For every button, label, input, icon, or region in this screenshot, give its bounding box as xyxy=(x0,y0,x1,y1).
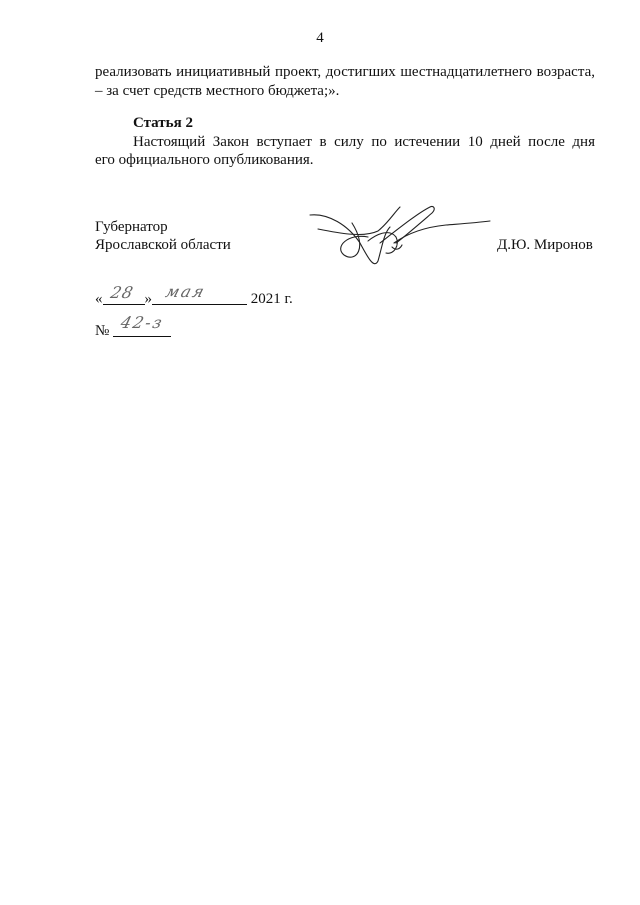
signatory-name: Д.Ю. Миронов xyxy=(497,237,593,253)
body-line-1: реализовать инициативный проект, достигших шестнадцатилетнего возраста, xyxy=(95,64,595,80)
handwritten-number: 42-з xyxy=(118,313,167,332)
handwritten-signature xyxy=(308,203,494,279)
number-field xyxy=(113,313,171,337)
article-line-2: его официального опубликования. xyxy=(95,152,314,168)
handwritten-day: 28 xyxy=(108,283,136,302)
article-line-1: Настоящий Закон вступает в силу по истечении 10 дней после дня xyxy=(133,134,595,150)
number-label: № xyxy=(95,323,110,339)
date-close-quote: » xyxy=(144,291,152,307)
date-line xyxy=(95,282,293,308)
date-open-quote: « xyxy=(95,291,103,307)
number-line xyxy=(95,313,171,340)
governor-title: Губернатор xyxy=(95,219,168,235)
article-title: Статья 2 xyxy=(133,115,193,131)
body-line-2: – за счет средств местного бюджета;». xyxy=(95,83,340,99)
page-number: 4 xyxy=(316,30,324,46)
region-name: Ярославской области xyxy=(95,237,231,253)
date-month-field xyxy=(152,282,247,305)
date-day-field xyxy=(103,283,145,305)
date-year: 2021 г. xyxy=(250,291,293,307)
handwritten-month: мая xyxy=(163,282,209,301)
